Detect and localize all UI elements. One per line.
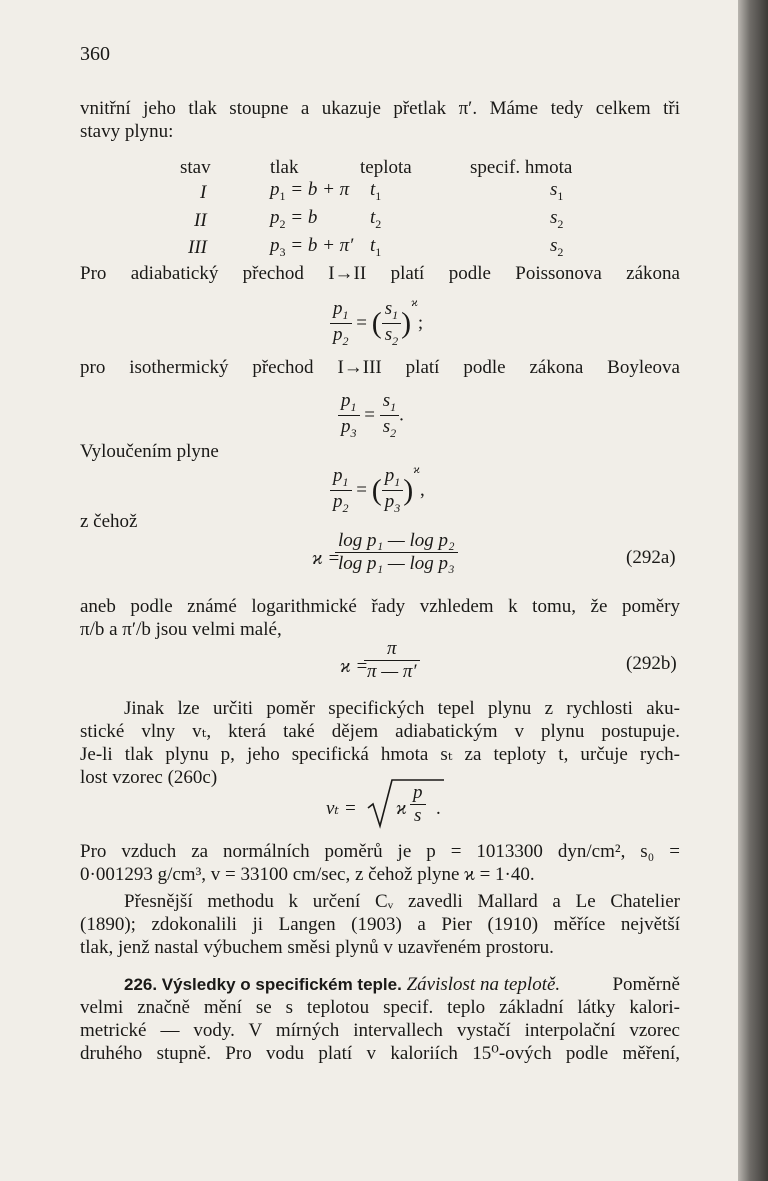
eq-292b-denominator: π — π′ [367,661,417,682]
row-1-p-sub: 1 [279,188,286,203]
header-stav: stav [180,157,211,178]
row-1-t-sub: 1 [375,188,382,203]
eq-292b-label: (292b) [626,653,677,674]
poisson-lhs-fraction: $\frac{p_1}{p_2}$ [330,298,352,349]
eq-sound-lhs: vₜ = [326,798,357,819]
row-2-s: s [550,206,558,228]
eq-292b-numerator: π [364,638,420,661]
section-226-subheading: Závislost na teplotě. [406,974,561,995]
air-line-2: 0·001293 g/cm³, v = 33100 cm/sec, z čehož plyne ϰ = 1·40. [80,864,535,885]
sound-line-4: lost vzorec (260c) [80,767,218,788]
page-number: 360 [80,43,110,65]
row-3-stav: III [188,237,207,259]
page-gutter [738,0,768,1181]
boyle-rhs-fraction: $\frac{s_1}{s_2}$ [380,390,399,441]
table-row [180,235,572,263]
row-2-p-sub: 2 [279,216,286,231]
section-226-first-line [124,973,680,997]
row-1-s: s [550,179,558,200]
eq-sound-numerator: p [410,782,426,805]
series-line-2: π/b a π′/b jsou velmi malé, [80,619,282,640]
eq-292b-lhs: ϰ = [340,656,369,677]
whence-label: z čehož [80,511,138,532]
row-3-s: s [550,234,558,256]
methods-line-3: tlak, jenž nastal výbuchem směsi plynů v uzavřeném prostoru. [80,937,554,958]
state-table [180,157,572,262]
header-teplota: teplota [360,157,412,178]
elimination-equation: $\frac{p_1}{p_2}$ = ( $\frac{p_1}{p_3}$ )$^ϰ$, [330,462,425,516]
row-1-s-sub: 1 [557,188,564,203]
eq-292a-denominator: log p₁ — log p₃ [338,553,455,574]
row-1-t: t [370,179,376,200]
intro-line-2: stavy plynu: [80,121,174,142]
header-tlak: tlak [270,157,299,178]
section-226-line-2: velmi značně mění se s teplotou specif. teplo základní látky kalori- [80,997,680,1018]
row-1-stav: I [200,181,207,203]
eq-292a-fraction [335,530,458,575]
eq-sound-denominator: s [414,805,422,826]
eq-292b-fraction [364,638,420,683]
row-2-p: p [270,206,280,228]
air-line-1: Pro vzduch za normálních poměrů je p = 1013300 dyn/cm², s₀ = [80,841,680,862]
boyle-equation: $\frac{p_1}{p_3}$ = $\frac{s_1}{s_2}$ . [338,390,404,441]
row-1-tlak-value: = b + π [285,179,350,200]
eq-292a-numerator: log p₁ — log p₂ [335,530,458,553]
eq-292a-label: (292a) [626,547,676,568]
eq-292a-lhs: ϰ = [312,548,341,569]
poisson-rhs-fraction: $\frac{s_1}{s_2}$ [382,298,401,349]
eq-sound-kappa: ϰ [396,798,407,819]
row-3-p: p [270,234,280,256]
row-2-stav: II [194,209,207,231]
intro-line-1: vnitřní jeho tlak stoupne a ukazuje přetlak π′. Máme tedy celkem tři [80,98,680,119]
poisson-equation: $\frac{p_1}{p_2}$ = ( $\frac{s_1}{s_2}$ )$^ϰ$; [330,295,423,349]
elimination-label: Vyloučením plyne [80,441,219,462]
elim-rhs-fraction: $\frac{p_1}{p_3}$ [382,465,404,516]
row-3-tlak-value: = b + π′ [285,234,354,256]
table-row [180,179,572,207]
section-226-line1-rest: Poměrně [612,974,680,995]
sound-line-2: stické vlny vₜ, která také dějem adiabatickým v plynu postupuje. [80,721,680,742]
series-line-1: aneb podle známé logarithmické řady vzhledem k tomu, že poměry [80,596,680,617]
header-hmota: specif. hmota [470,157,573,178]
section-226-heading: 226. Výsledky o specifickém teple. [124,975,402,994]
sound-line-3: Je-li tlak plynu p, jeho specifická hmota sₜ za teploty t, určuje rych- [80,744,680,765]
elim-lhs-fraction: $\frac{p_1}{p_2}$ [330,465,352,516]
boyle-lhs-fraction: $\frac{p_1}{p_3}$ [338,390,360,441]
row-2-tlak-value: = b [285,206,318,228]
row-2-t: t [370,206,376,228]
row-3-s-sub: 2 [557,244,564,259]
section-226-line-3: metrické — vody. V mírných intervallech vystačí interpolační vzorec [80,1020,680,1041]
methods-line-2: (1890); zdokonalili ji Langen (1903) a Pier (1910) měříce největší [80,914,680,935]
row-2-s-sub: 2 [557,216,564,231]
table-row [180,207,572,235]
row-2-t-sub: 2 [375,216,382,231]
row-3-t: t [370,234,376,256]
sound-line-1: Jinak lze určiti poměr specifických tepel plynu z rychlosti aku- [124,698,680,719]
state-table-header [180,157,572,179]
row-1-p: p [270,179,280,200]
row-3-p-sub: 3 [279,244,286,259]
isothermal-line: pro isothermický přechod I→III platí podle zákona Boyleova [80,357,680,378]
adiabatic-line: Pro adiabatický přechod I→II platí podle Poissonova zákona [80,263,680,284]
methods-line-1: Přesnější methodu k určení Cᵥ zavedli Mallard a Le Chatelier [124,891,680,912]
row-3-t-sub: 1 [375,244,382,259]
section-226-line-4: druhého stupně. Pro vodu platí v kaloriích 15⁰-ových podle měření, [80,1043,680,1064]
